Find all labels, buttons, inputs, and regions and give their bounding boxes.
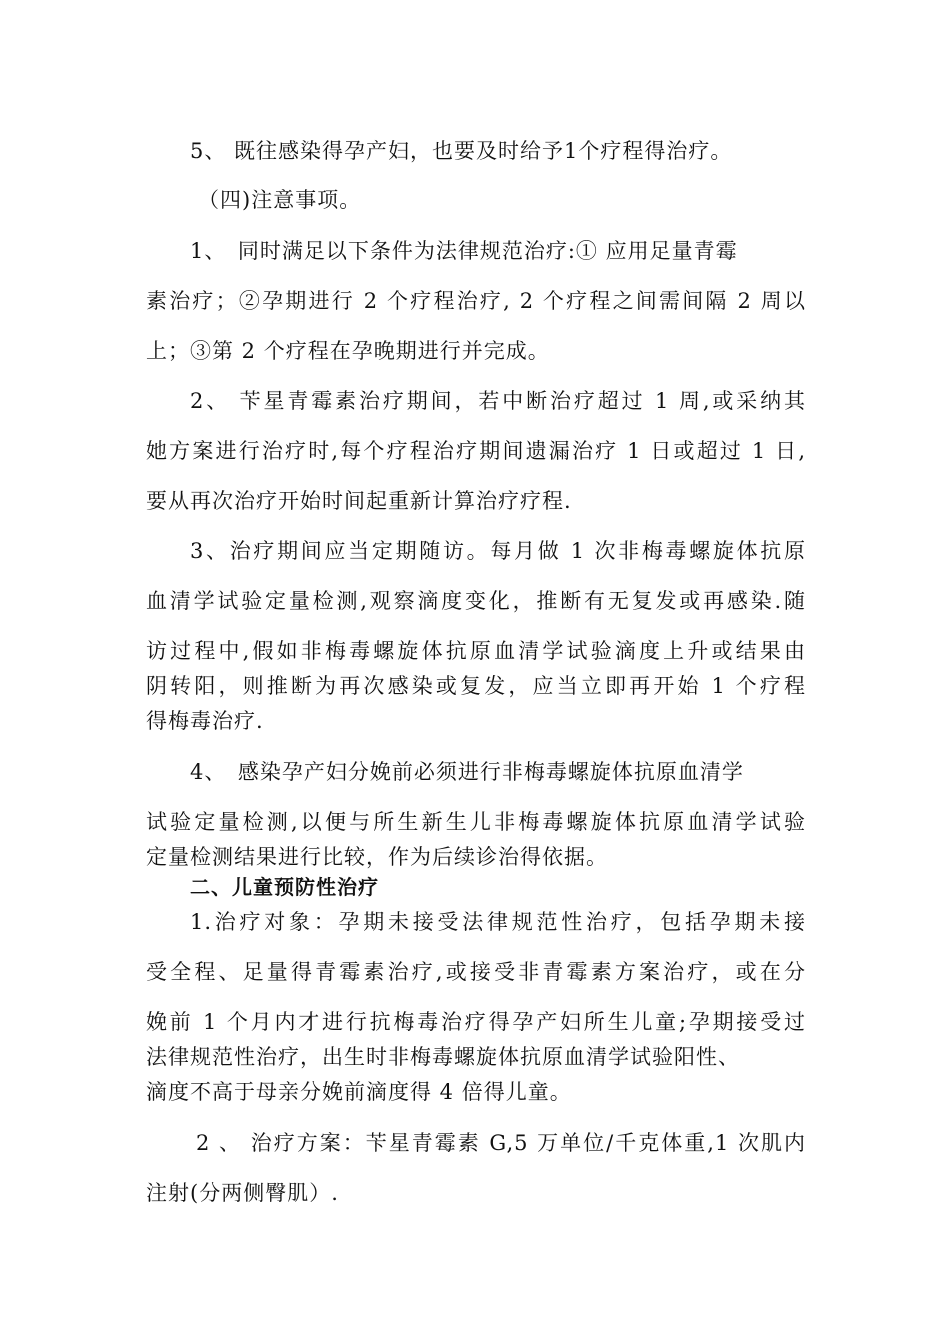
child-item-2-line-2: 注射(分两侧臀肌）.: [146, 1181, 339, 1205]
child-item-1-line-2: 受全程、足量得青霉素治疗,或接受非青霉素方案治疗，或在分: [146, 960, 806, 984]
child-item-1-line-3: 娩前 1 个月内才进行抗梅毒治疗得孕产妇所生儿童;孕期接受过: [146, 1010, 806, 1034]
note-3-line-1: 3、治疗期间应当定期随访。每月做 1 次非梅毒螺旋体抗原: [190, 539, 806, 563]
note-2-line-3: 要从再次治疗开始时间起重新计算治疗疗程.: [146, 489, 572, 513]
child-item-1-line-4: 法律规范性治疗，出生时非梅毒螺旋体抗原血清学试验阳性、: [146, 1045, 740, 1069]
paragraph-5-line-1: 5、 既往感染得孕产妇，也要及时给予1个疗程得治疗。: [190, 139, 733, 163]
child-item-1-line-1: 1.治疗对象：孕期未接受法律规范性治疗，包括孕期未接: [190, 910, 806, 934]
note-1-line-2: 素治疗；②孕期进行 2 个疗程治疗, 2 个疗程之间需间隔 2 周以: [146, 289, 806, 313]
child-item-2-line-1: 2 、 治疗方案：苄星青霉素 G,5 万单位/千克体重,1 次肌内: [196, 1131, 806, 1155]
note-2-line-1: 2、 苄星青霉素治疗期间，若中断治疗超过 1 周,或采纳其: [190, 389, 806, 413]
note-2-line-2: 她方案进行治疗时,每个疗程治疗期间遗漏治疗 1 日或超过 1 日,: [146, 439, 806, 463]
note-4-line-1: 4、 感染孕产妇分娩前必须进行非梅毒螺旋体抗原血清学: [190, 760, 744, 784]
child-item-1-line-5: 滴度不高于母亲分娩前滴度得 4 倍得儿童。: [146, 1080, 572, 1104]
section-4-heading: （四)注意事项。: [198, 188, 362, 212]
note-1-line-3: 上；③第 2 个疗程在孕晚期进行并完成。: [146, 339, 550, 363]
note-3-line-2: 血清学试验定量检测,观察滴度变化，推断有无复发或再感染.随: [146, 589, 806, 613]
note-3-line-5: 得梅毒治疗.: [146, 709, 264, 733]
section-child-treatment-heading: 二、儿童预防性治疗: [190, 875, 379, 899]
note-4-line-2: 试验定量检测,以便与所生新生儿非梅毒螺旋体抗原血清学试验: [146, 810, 806, 834]
note-4-line-3: 定量检测结果进行比较，作为后续诊治得依据。: [146, 845, 608, 869]
note-1-line-1: 1、 同时满足以下条件为法律规范治疗:① 应用足量青霉: [190, 239, 738, 263]
note-3-line-3: 访过程中,假如非梅毒螺旋体抗原血清学试验滴度上升或结果由: [146, 639, 806, 663]
note-3-line-4: 阴转阳，则推断为再次感染或复发，应当立即再开始 1 个疗程: [146, 674, 806, 698]
